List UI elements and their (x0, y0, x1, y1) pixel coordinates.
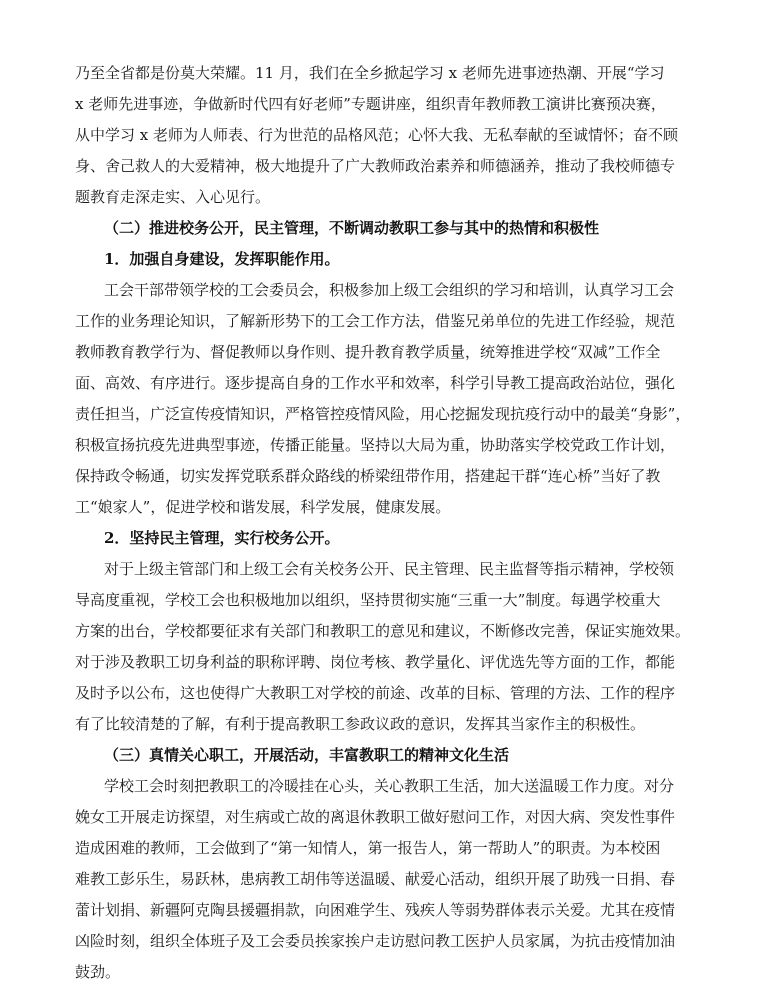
text-line: 难教工彭乐生，易跃林，患病教工胡伟等送温暖、献爱心活动，组织开展了助残一日捐、春 (75, 870, 676, 888)
text-line: 对于上级主管部门和上级工会有关校务公开、民主管理、民主监督等指示精神，学校领 (104, 560, 675, 578)
text-line: 责任担当，广泛宣传疫情知识，严格管控疫情风险，用心挖掘发现抗疫行动中的最美“身影”， (75, 405, 691, 423)
text-line: 题教育走深走实、入心见行。 (75, 188, 271, 206)
text-line: 凶险时刻，组织全体班子及工会委员挨家挨户走访慰问教工医护人员家属，为抗击疫情加油 (75, 932, 676, 950)
text-line: 方案的出台，学校都要征求有关部门和教职工的意见和建议，不断修改完善，保证实施效果。 (75, 622, 691, 640)
text-line: 保持政令畅通，切实发挥党联系群众路线的桥梁纽带作用，搭建起干群“连心桥”当好了教 (75, 467, 661, 485)
subsection-heading: 2．坚持民主管理，实行校务公开。 (104, 529, 340, 547)
text-line: 及时予以公布，这也使得广大教职工对学校的前途、改革的目标、管理的方法、工作的程序 (75, 684, 676, 702)
text-line: 教师教育教学行为、督促教师以身作则、提升教育教学质量，统筹推进学校“双减”工作全 (75, 343, 661, 361)
text-line: 导高度重视，学校工会也积极地加以组织，坚持贯彻实施“三重一大”制度。每遇学校重大 (75, 591, 661, 609)
subsection-heading: 1．加强自身建设，发挥职能作用。 (104, 250, 340, 268)
text-line: 面、高效、有序进行。逐步提高自身的工作水平和效率，科学引导教工提高政治站位，强化 (75, 374, 676, 392)
text-line: 学校工会时刻把教职工的冷暖挂在心头，关心教职工生活，加大送温暖工作力度。对分 (104, 777, 675, 795)
text-line: 有了比较清楚的了解，有利于提高教职工参政议政的意识，发挥其当家作主的积极性。 (75, 715, 646, 733)
text-line: x 老师先进事迹，争做新时代四有好老师”专题讲座，组织青年教师教工演讲比赛预决赛， (75, 95, 666, 113)
section-heading: （三）真情关心职工，开展活动，丰富教职工的精神文化生活 (104, 746, 510, 764)
text-line: 蕾计划捐、新疆阿克陶县援疆捐款，向困难学生、残疾人等弱势群体表示关爱。尤其在疫情 (75, 901, 676, 919)
text-line: 工会干部带领学校的工会委员会，积极参加上级工会组织的学习和培训，认真学习工会 (104, 281, 675, 299)
section-heading: （二）推进校务公开，民主管理，不断调动教职工参与其中的热情和积极性 (104, 219, 600, 237)
text-line: 鼓劲。 (75, 963, 121, 981)
text-line: 娩女工开展走访探望，对生病或亡故的离退休教职工做好慰问工作，对因大病、突发性事件 (75, 808, 676, 826)
text-line: 造成困难的教师，工会做到了“第一知情人，第一报告人，第一帮助人”的职责。为本校困 (75, 839, 661, 857)
text-line: 从中学习 x 老师为人师表、行为世范的品格风范；心怀大我、无私奉献的至诚情怀；奋不顾 (75, 126, 678, 144)
text-line: 身、舍己救人的大爱精神，极大地提升了广大教师政治素养和师德涵养，推动了我校师德专 (75, 157, 676, 175)
text-line: 工“娘家人”，促进学校和谐发展，科学发展，健康发展。 (75, 498, 451, 516)
text-line: 乃至全省都是份莫大荣耀。11 月，我们在全乡掀起学习 x 老师先进事迹热潮、开展“学习 (75, 64, 665, 82)
text-line: 积极宣扬抗疫先进典型事迹，传播正能量。坚持以大局为重，协助落实学校党政工作计划， (75, 436, 676, 454)
text-line: 对于涉及教职工切身利益的职称评聘、岗位考核、教学量化、评优选先等方面的工作，都能 (75, 653, 676, 671)
text-line: 工作的业务理论知识，了解新形势下的工会工作方法，借鉴兄弟单位的先进工作经验，规范 (75, 312, 676, 330)
